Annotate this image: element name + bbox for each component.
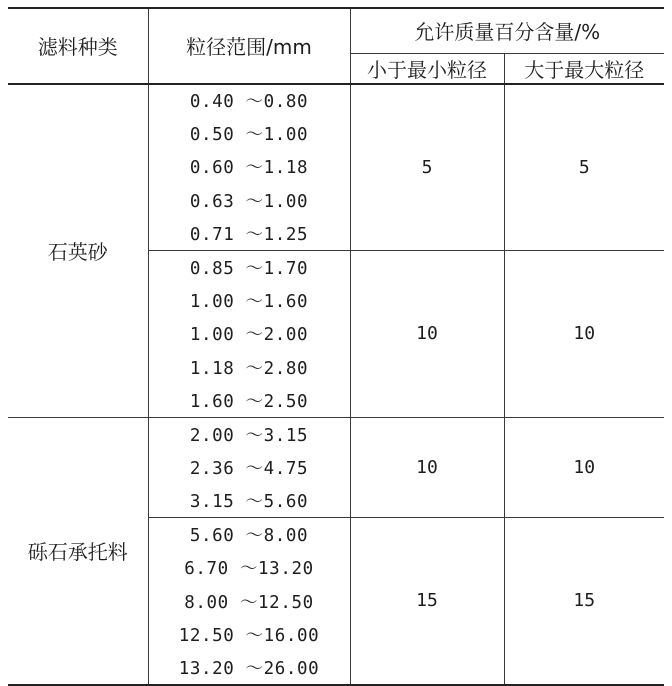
table-row bbox=[8, 417, 664, 450]
material-cell: 砾石承托料 bbox=[8, 417, 148, 684]
above-max-value: 5 bbox=[504, 84, 664, 251]
header-above-max: 大于最大粒径 bbox=[504, 53, 664, 84]
material-cell: 石英砂 bbox=[47, 240, 108, 265]
size-range-cell: 6.70 ～13.20 bbox=[148, 551, 350, 584]
above-max-value: 10 bbox=[504, 250, 664, 417]
table-header bbox=[8, 8, 664, 84]
size-range-cell: 0.71 ～1.25 bbox=[148, 217, 350, 250]
size-range-cell: 1.00 ～1.60 bbox=[148, 284, 350, 317]
size-range-cell: 0.60 ～1.18 bbox=[148, 150, 350, 183]
below-min-value: 10 bbox=[350, 250, 504, 417]
below-min-value: 5 bbox=[350, 84, 504, 251]
size-range-cell: 1.00 ～2.00 bbox=[148, 317, 350, 350]
size-range-cell: 2.36 ～4.75 bbox=[148, 451, 350, 484]
size-range-cell: 0.85 ～1.70 bbox=[148, 250, 350, 283]
header-allowed-content: 允许质量百分含量/% bbox=[350, 8, 664, 53]
size-range-cell: 12.50 ～16.00 bbox=[148, 618, 350, 651]
header-material: 滤料种类 bbox=[8, 8, 148, 84]
size-range-cell: 13.20 ～26.00 bbox=[148, 651, 350, 684]
size-range-cell: 3.15 ～5.60 bbox=[148, 484, 350, 517]
header-size-range: 粒径范围/mm bbox=[148, 8, 350, 84]
header-below-min: 小于最小粒径 bbox=[350, 53, 504, 84]
size-range-cell: 5.60 ～8.00 bbox=[148, 518, 350, 551]
size-range-cell: 1.18 ～2.80 bbox=[148, 351, 350, 384]
below-min-value: 15 bbox=[350, 518, 504, 685]
size-range-cell: 8.00 ～12.50 bbox=[148, 584, 350, 617]
size-range-cell: 1.60 ～2.50 bbox=[148, 384, 350, 417]
below-min-value: 10 bbox=[350, 417, 504, 517]
above-max-value: 10 bbox=[504, 417, 664, 517]
size-range-cell: 2.00 ～3.15 bbox=[148, 417, 350, 450]
filter-media-table bbox=[8, 7, 664, 686]
size-range-cell: 0.40 ～0.80 bbox=[148, 84, 350, 117]
size-range-cell: 0.50 ～1.00 bbox=[148, 117, 350, 150]
above-max-value: 15 bbox=[504, 518, 664, 685]
size-range-cell: 0.63 ～1.00 bbox=[148, 184, 350, 217]
table-row bbox=[8, 84, 664, 117]
table-body bbox=[8, 84, 664, 685]
